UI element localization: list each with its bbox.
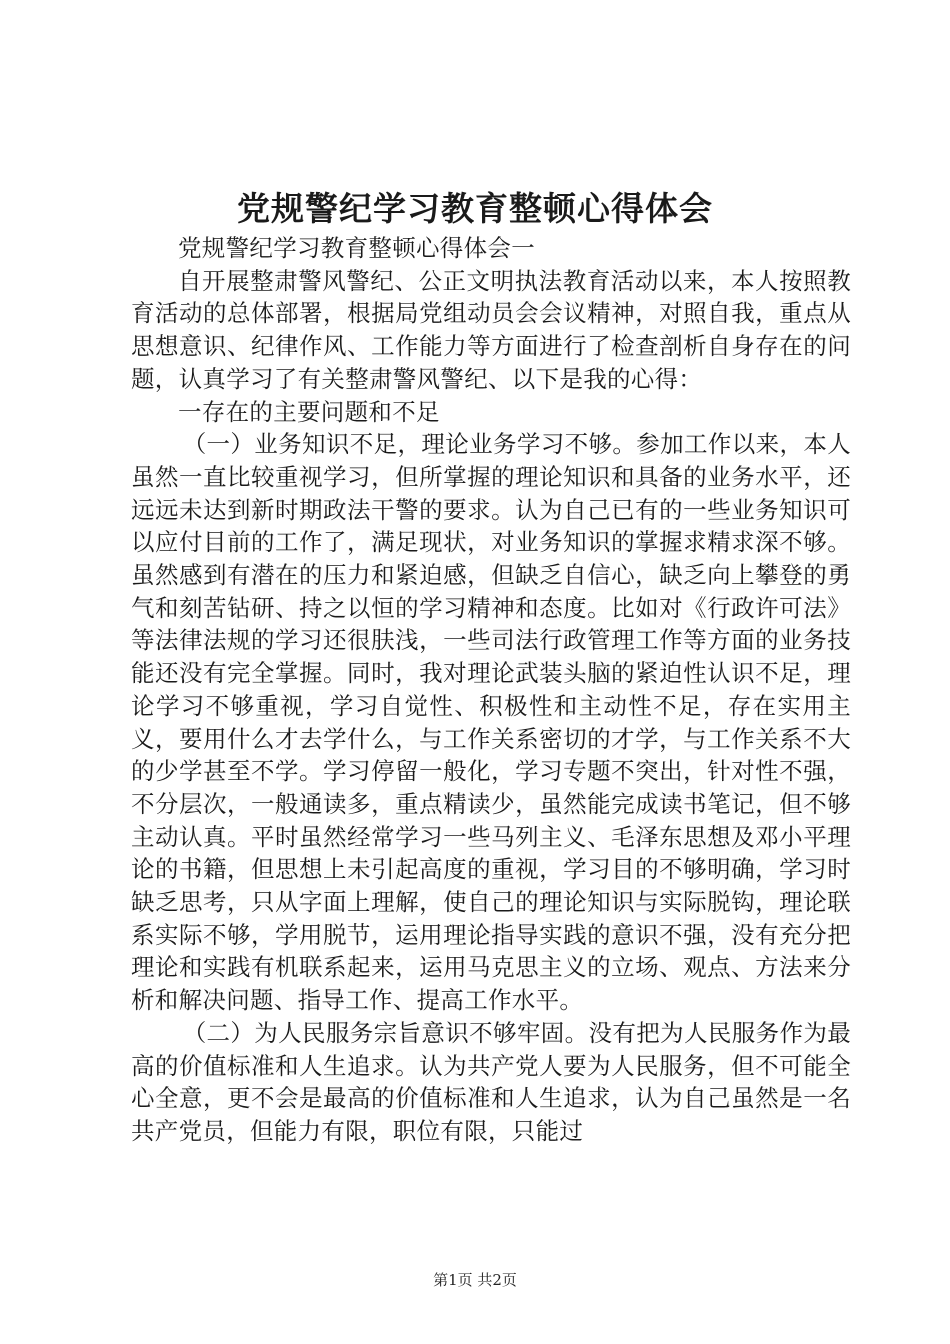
point-one-paragraph: （一）业务知识不足，理论业务学习不够。参加工作以来，本人虽然一直比较重视学习，但所掌握的理论知识和具备的业务水平，还远远未达到新时期政法干警的要求。认为自己已有的一些业务知识可以应付目前的工作了，满足现状，对业务知识的掌握求精求深不够。虽然感到有潜在的压力和紧迫感，但缺乏自信心，缺乏向上攀登的勇气和刻苦钻研、持之以恒的学习精神和态度。比如对《行政许可法》等法律法规的学习还很肤浅，一些司法行政管理工作等方面的业务技能还没有完全掌握。同时，我对理论武装头脑的紧迫性认识不足，理论学习不够重视，学习自觉性、积极性和主动性不足，存在实用主义，要用什么才去学什么，与工作关系密切的才学，与工作关系不大的少学甚至不学。学习停留一般化，学习专题不突出，针对性不强，不分层次，一般通读多，重点精读少，虽然能完成读书笔记，但不够主动认真。平时虽然经常学习一些马列主义、毛泽东思想及邓小平理论的书籍，但思想上未引起高度的重视，学习目的不够明确，学习时缺乏思考，只从字面上理解，使自己的理论知识与实际脱钩，理论联系实际不够，学用脱节，运用理论指导实践的意识不强，没有充分把理论和实践有机联系起来，运用马克思主义的立场、观点、方法来分析和解决问题、指导工作、提高工作水平。 (131, 430, 851, 1015)
intro-paragraph: 自开展整肃警风警纪、公正文明执法教育活动以来，本人按照教育活动的总体部署，根据局党组动员会会议精神，对照自我，重点从思想意识、纪律作风、工作能力等方面进行了检查剖析自身存在的问题，认真学习了有关整肃警风警纪、以下是我的心得： (131, 266, 851, 393)
point-two-paragraph: （二）为人民服务宗旨意识不够牢固。没有把为人民服务作为最高的价值标准和人生追求。认为共产党人要为人民服务，但不可能全心全意，更不会是最高的价值标准和人生追求，认为自己虽然是一名共产党员，但能力有限，职位有限，只能过 (131, 1018, 851, 1145)
section-heading: 一存在的主要问题和不足 (178, 397, 440, 426)
subtitle-paragraph: 党规警纪学习教育整顿心得体会一 (178, 234, 535, 262)
document-body (131, 232, 851, 1148)
page-number-footer: 第1页 共2页 (433, 1271, 517, 1289)
document-title: 党规警纪学习教育整顿心得体会 (237, 189, 713, 228)
